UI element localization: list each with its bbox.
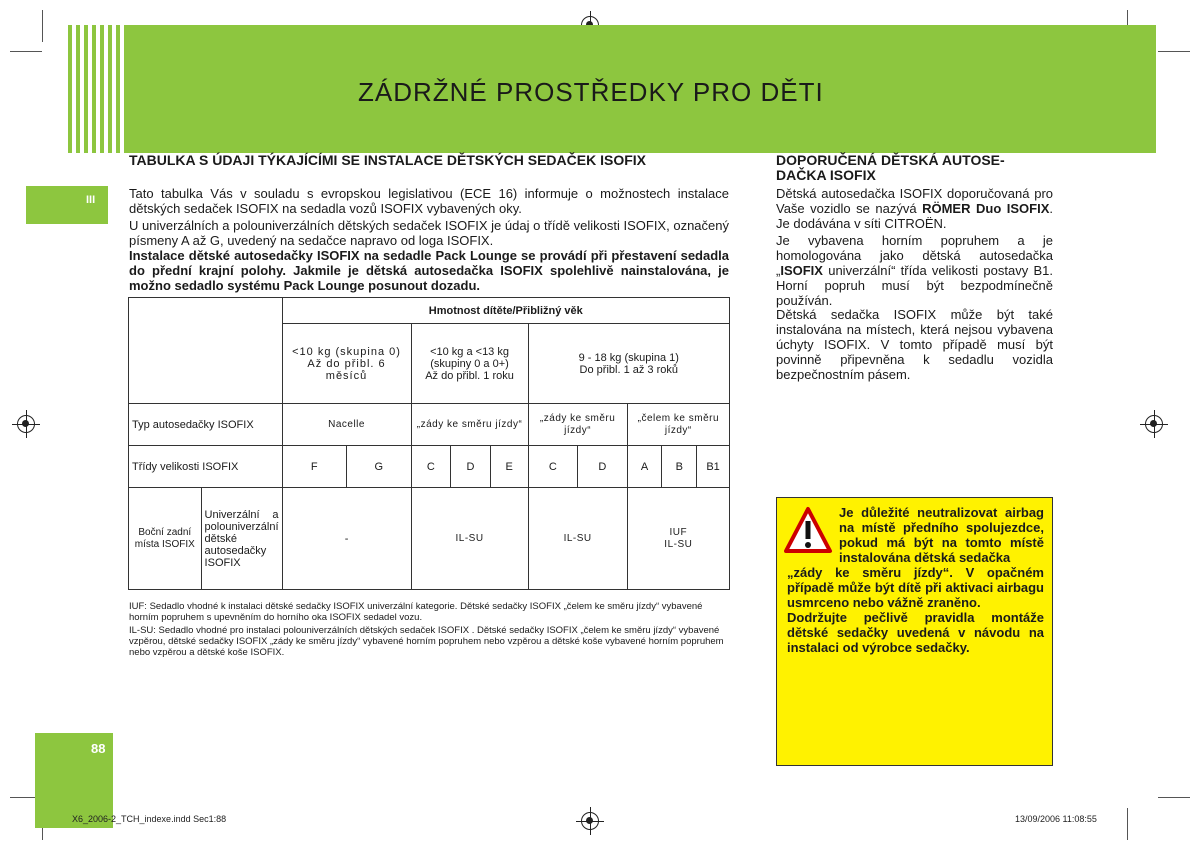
class-cell: B	[662, 446, 697, 488]
row-class-label: Třídy velikosti ISOFIX	[129, 446, 283, 488]
isofix-bold: ISOFIX	[780, 263, 823, 278]
class-cell: G	[347, 446, 412, 488]
seat-value-3: IUF IL-SU	[627, 488, 729, 590]
right-paragraph-1	[776, 186, 1053, 231]
crop-mark	[10, 51, 42, 52]
warning-text-2: „zády ke směru jízdy“. V opačném případě může být dítě při aktivaci airbagu usmrceno nebo vážně zraněno.	[787, 565, 1044, 610]
left-paragraph-1: Tato tabulka Vás v souladu s evropskou legislativou (ECE 16) informuje o možnostech instalace dětských sedaček ISOFIX na sedadla vozů ISOFIX vybavených oky.	[129, 186, 729, 216]
class-cell: B1	[697, 446, 730, 488]
row-type-label: Typ autosedačky ISOFIX	[129, 404, 283, 446]
footnote-iuf: IUF: Sedadlo vhodné k instalaci dětské sedačky ISOFIX univerzální kategorie. Dětské sedačky ISOFIX „čelem ke směru jízdy“ vybavené horním popruhem s upevněním do horního oka ISOFIX sedadel vozu.	[129, 601, 703, 623]
registration-mark-icon	[17, 415, 35, 433]
crop-mark	[1158, 797, 1190, 798]
section-tab	[26, 186, 108, 224]
type-0: Nacelle	[282, 404, 411, 446]
right-heading-line-1: DOPORUČENÁ DĚTSKÁ AUTOSE-	[776, 152, 1005, 168]
group-2: 9 - 18 kg (skupina 1) Do přibl. 1 až 3 roků	[528, 324, 729, 404]
page-title: ZÁDRŽNÉ PROSTŘEDKY PRO DĚTI	[358, 77, 824, 107]
right-paragraph-2-tail: univerzální“ třída velikosti postavy B1. Horní popruh musí být bezpodmínečně používán.	[776, 263, 1053, 308]
page-header	[68, 25, 1156, 153]
seat-value-0: -	[282, 488, 411, 590]
table-header: Hmotnost dítěte/Přibližný věk	[282, 298, 729, 324]
class-cell: A	[627, 446, 662, 488]
section-tab-label: III	[86, 194, 96, 206]
seat-value-1: IL-SU	[411, 488, 528, 590]
class-cell: F	[282, 446, 346, 488]
registration-mark-icon	[581, 812, 599, 830]
type-1: „zády ke směru jízdy“	[411, 404, 528, 446]
seat-value-2: IL-SU	[528, 488, 627, 590]
left-paragraph-3: Instalace dětské autosedačky ISOFIX na sedadle Pack Lounge se provádí při přestavení sedadla do přední krajní polohy. Jakmile je dětská autosedačka ISOFIX spolehlivě nainstalována, je možno sedadlo systému Pack Lounge posunout dozadu.	[129, 248, 729, 293]
crop-mark	[1158, 51, 1190, 52]
type-3: „čelem ke směru jízdy“	[627, 404, 729, 446]
class-cell: C	[411, 446, 451, 488]
row-seat-label: Boční zadní místa ISOFIX	[129, 488, 202, 590]
warning-box	[776, 497, 1053, 766]
slug-right: 13/09/2006 11:08:55	[1015, 814, 1097, 824]
class-cell: D	[578, 446, 628, 488]
group-0: <10 kg (skupina 0) Až do přibl. 6 měsíců	[282, 324, 411, 404]
right-paragraph-1-tail: . Je dodávána v síti CITROËN.	[776, 201, 1054, 231]
group-1: <10 kg a <13 kg (skupiny 0 a 0+) Až do přibl. 1 roku	[411, 324, 528, 404]
class-cell: E	[490, 446, 528, 488]
crop-mark	[42, 10, 43, 42]
row-seat-sublabel: Univerzální a polouniverzální dětské autosedačky ISOFIX	[201, 488, 282, 590]
footnote-ilsu: IL-SU: Sedadlo vhodné pro instalaci polouniverzálních dětských sedaček ISOFIX . Dětské sedačky ISOFIX „čelem ke směru jízdy“ vybavené vzpěrou, dětské sedačky ISOFIX „zády ke směru jízdy“ vybavené horním popruhem nebo vzpěrou a dětské koše vybavené horním popruhem nebo vzpěrou a dětské koše ISOFIX.	[129, 625, 724, 658]
left-paragraph-2: U univerzálních a polouniverzálních dětských sedaček ISOFIX je údaj o třídě velikosti ISOFIX, označený písmeny A až G, uvedený na sedačce napravo od loga ISOFIX.	[129, 218, 729, 248]
header-stripes	[68, 25, 124, 153]
warning-text	[787, 505, 1044, 655]
right-heading	[776, 153, 1056, 183]
table-empty-cell	[129, 298, 283, 404]
left-heading: TABULKA S ÚDAJI TÝKAJÍCÍMI SE INSTALACE DĚTSKÝCH SEDAČEK ISOFIX	[129, 152, 647, 168]
right-paragraph-3: Dětská sedačka ISOFIX může být také instalována na místech, která nejsou vybavena úchyty ISOFIX. V tomto případě musí být povinně připevněna k sedadlu vozidla bezpečnostním pásem.	[776, 307, 1053, 382]
class-cell: D	[451, 446, 491, 488]
crop-mark	[1127, 808, 1128, 840]
page-number: 88	[91, 741, 106, 756]
warning-text-1: Je důležité neutralizovat airbag na místě předního spolujezdce, pokud má být na tomto místě instalována dětská sedačka	[839, 505, 1044, 565]
right-paragraph-1-text: Dětská autosedačka ISOFIX doporučovaná pro Vaše vozidlo se nazývá	[776, 186, 1053, 216]
slug-left: X6_2006-2_TCH_indexe.indd Sec1:88	[72, 814, 227, 824]
isofix-table	[128, 297, 730, 590]
class-cell: C	[528, 446, 578, 488]
right-paragraph-2-text: Je vybavena horním popruhem a je homologována jako dětská autosedačka „	[776, 233, 1053, 278]
product-name: RÖMER Duo ISOFIX	[922, 201, 1050, 216]
registration-mark-icon	[1145, 415, 1163, 433]
warning-text-3: Dodržujte pečlivě pravidla montáže dětské sedačky uvedená v návodu na instalaci od výrobce sedačky.	[787, 610, 1044, 655]
right-heading-line-2: DAČKA ISOFIX	[776, 167, 876, 183]
type-2: „zády ke směru jízdy“	[528, 404, 627, 446]
right-paragraph-2	[776, 233, 1053, 308]
